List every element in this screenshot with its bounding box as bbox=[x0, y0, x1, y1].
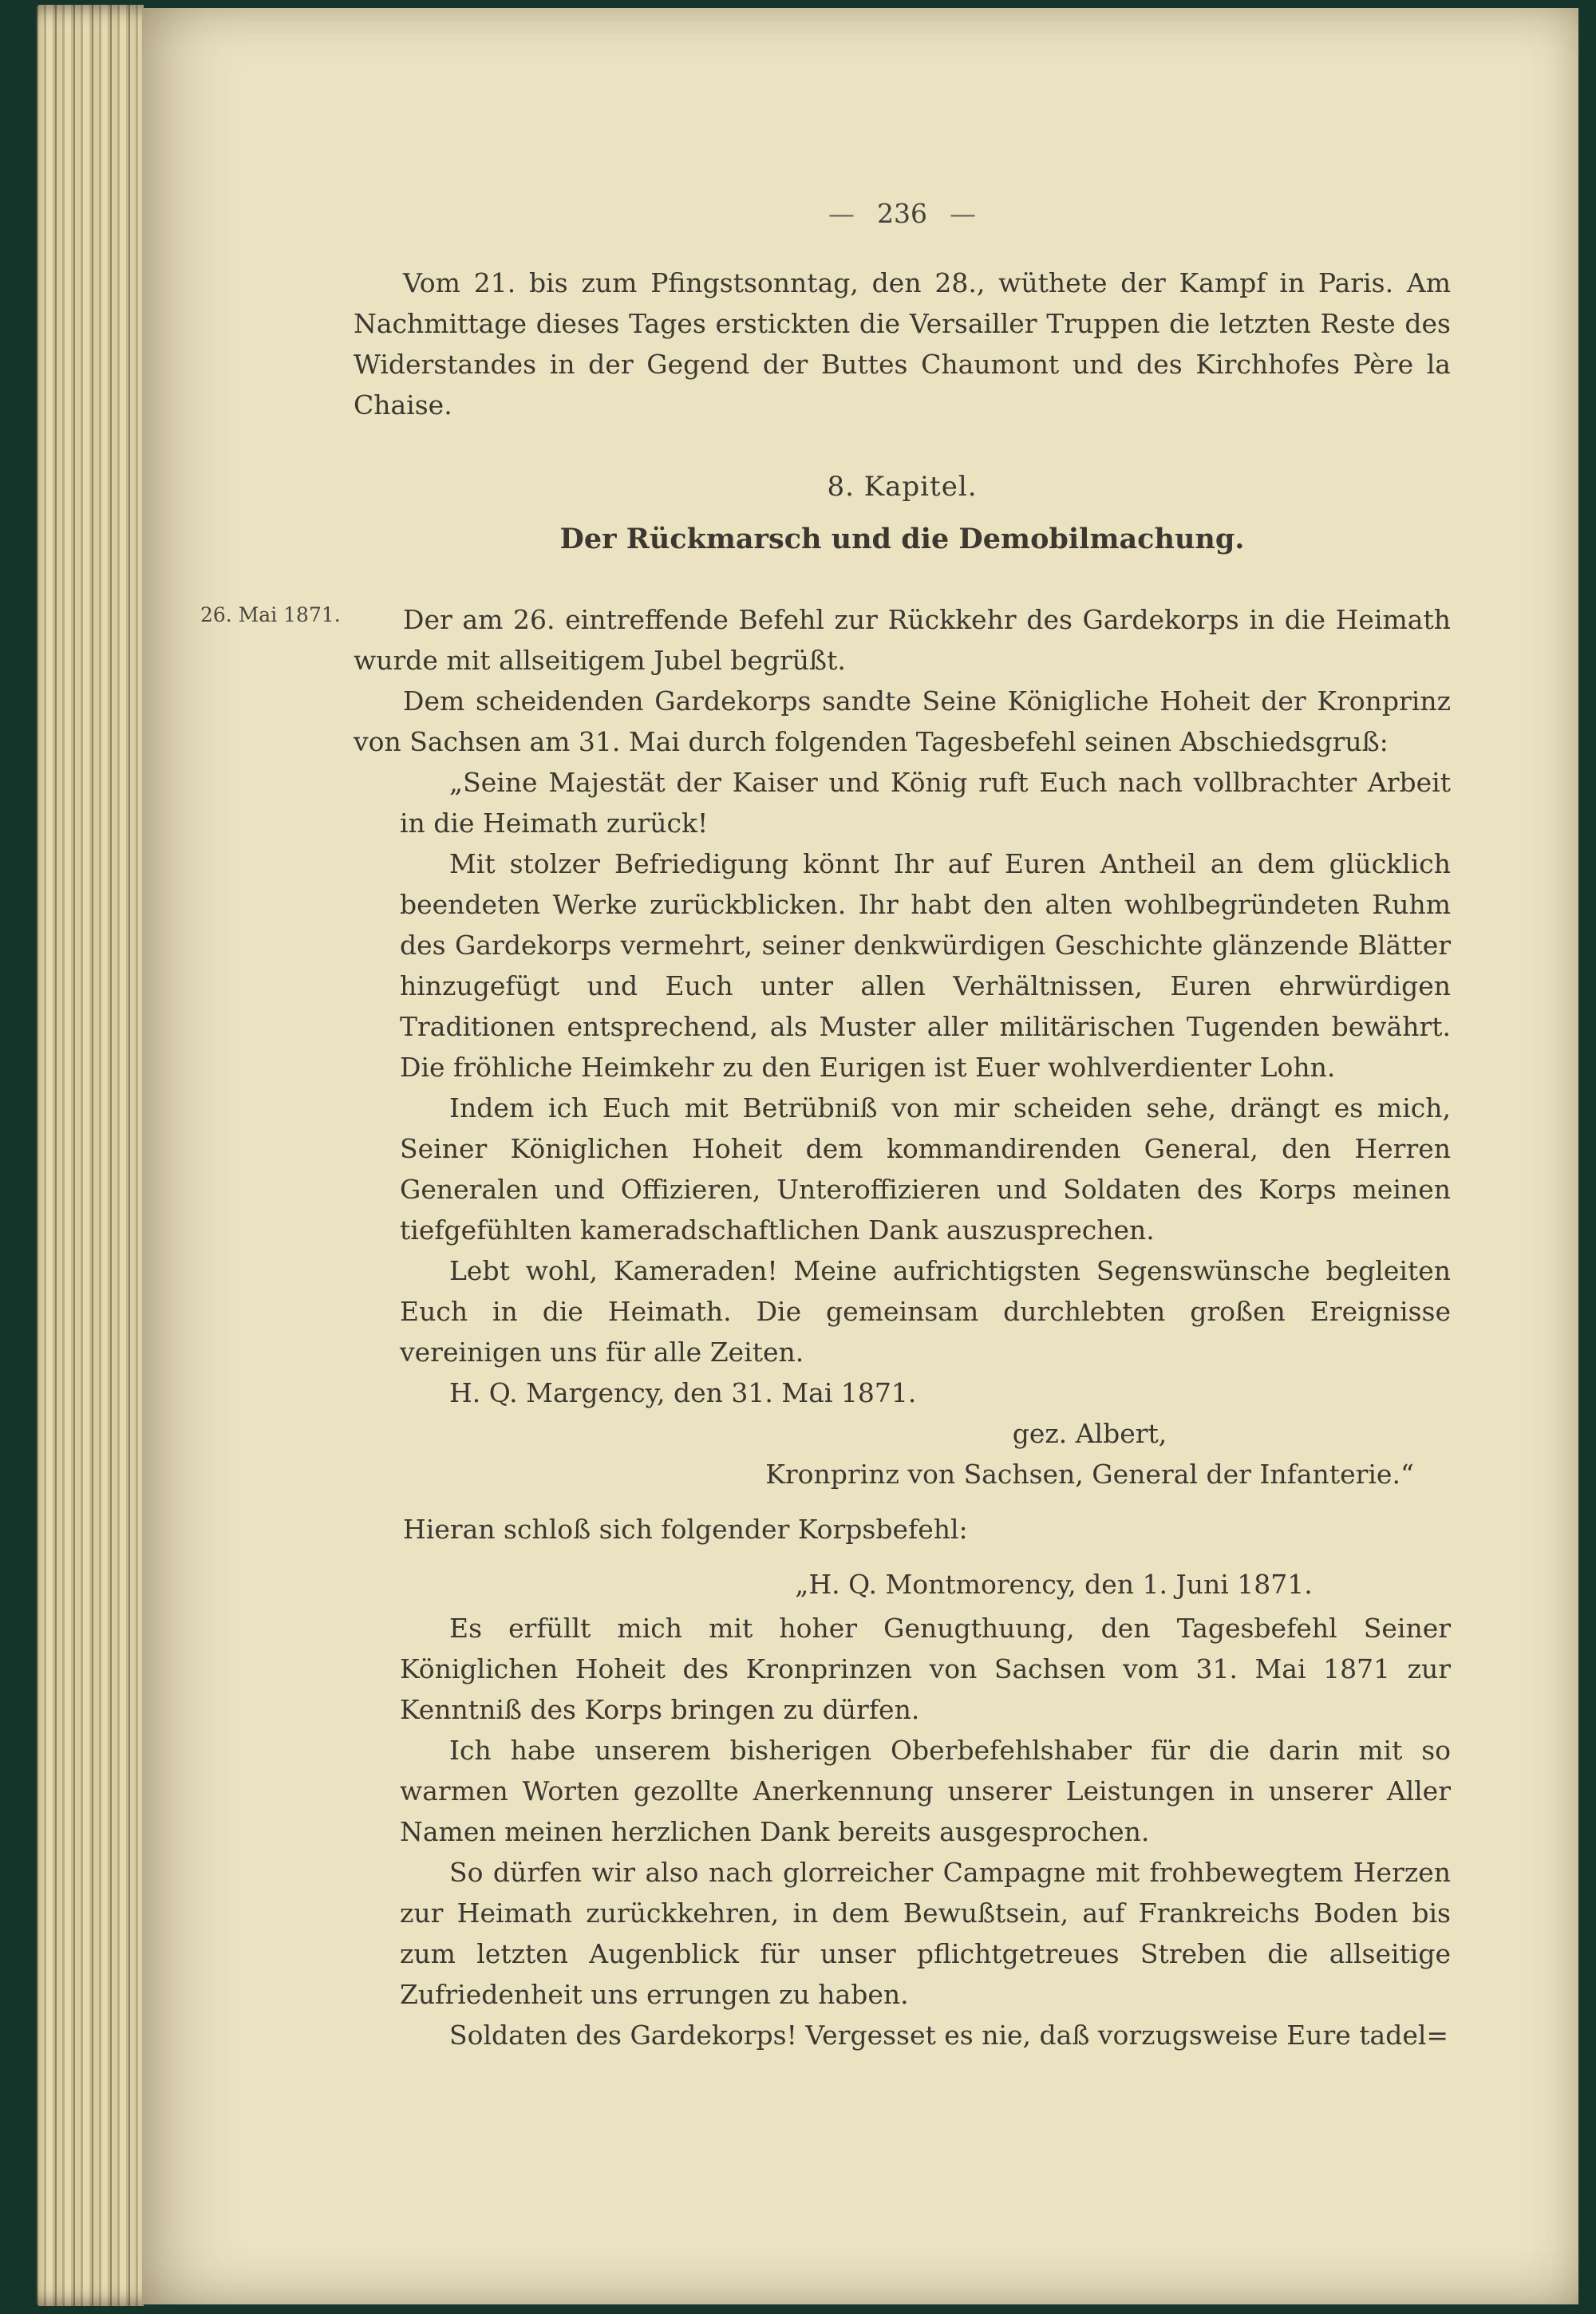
book-page bbox=[142, 8, 1578, 2304]
dateline-montmorency: „H. Q. Montmorency, den 1. Juni 1871. bbox=[795, 1569, 1313, 1600]
quote-indem-ich: Indem ich Euch mit Betrübniß von mir scheiden sehe, drängt es mich, Seiner Königlichen Hoheit dem kommandirenden General, den Herren Generalen und Offizieren, Unteroffizieren und Soldaten des Korps meinen tiefgefühlten kameradschaftlichen Dank auszusprechen. bbox=[400, 1092, 1451, 1246]
quote-majestaet: „Seine Majestät der Kaiser und König ruft Euch nach vollbrachter Arbeit in die Heimath zurück! bbox=[400, 767, 1451, 839]
chapter-title: Der Rückmarsch und die Demobilmachung. bbox=[559, 523, 1245, 555]
signature-gez-albert: gez. Albert, bbox=[1012, 1418, 1167, 1449]
paragraph-return-order-text: Der am 26. eintreffende Befehl zur Rückkehr des Gardekorps in die Heimath wurde mit allseitigem Jubel begrüßt. bbox=[354, 604, 1451, 676]
page-number-dash-right: — bbox=[950, 198, 976, 229]
paragraph-farewell-intro: Dem scheidenden Gardekorps sandte Seine Königliche Hoheit der Kronprinz von Sachsen am 31. Mai durch folgenden Tagesbefehl seinen Abschiedsgruß: bbox=[354, 685, 1451, 757]
quote-soldaten-gardekorps: Soldaten des Gardekorps! Vergesset es nie, daß vorzugsweise Eure tadel= bbox=[449, 2020, 1449, 2051]
dateline-margency: H. Q. Margency, den 31. Mai 1871. bbox=[449, 1377, 917, 1408]
paragraph-return-order bbox=[200, 599, 1451, 681]
page-number bbox=[354, 193, 1451, 234]
quote-es-erfuellt: Es erfüllt mich mit hoher Genugthuung, den Tagesbefehl Seiner Königlichen Hoheit des Kronprinzen von Sachsen vom 31. Mai 1871 zur Kenntniß des Korps bringen zu dürfen. bbox=[400, 1613, 1451, 1725]
margin-note-date: 26. Mai 1871. bbox=[200, 603, 341, 626]
page-number-value: 236 bbox=[877, 198, 927, 229]
signature-block bbox=[729, 1413, 1451, 1495]
quote-ich-habe: Ich habe unserem bisherigen Oberbefehlshaber für die darin mit so warmen Worten gezollte Anerkennung unserer Leistungen in unserer Aller Namen meinen herzlichen Dank bereits ausgesprochen. bbox=[400, 1735, 1451, 1847]
quote-lebt-wohl: Lebt wohl, Kameraden! Meine aufrichtigsten Segenswünsche begleiten Euch in die Heimath. Die gemeinsam durchlebten großen Ereignisse vereinigen uns für alle Zeiten. bbox=[400, 1255, 1451, 1368]
quote-so-duerfen: So dürfen wir also nach glorreicher Campagne mit frohbewegtem Herzen zur Heimath zurückkehren, in dem Bewußtsein, auf Frankreichs Boden bis zum letzten Augenblick für unser pflichtgetreues Streben die allseitige Zufriedenheit uns errungen zu haben. bbox=[400, 1857, 1451, 2010]
paragraph-hieran: Hieran schloß sich folgender Korpsbefehl: bbox=[403, 1514, 968, 1545]
book-page-edges bbox=[37, 5, 144, 2306]
chapter-heading: 8. Kapitel. bbox=[827, 471, 978, 503]
signature-title-line: Kronprinz von Sachsen, General der Infanterie.“ bbox=[765, 1459, 1414, 1490]
paragraph-intro: Vom 21. bis zum Pfingstsonntag, den 28., wüthete der Kampf in Paris. Am Nachmittage dieses Tages erstickten die Versailler Truppen die letzten Reste des Widerstandes in der Gegend der Buttes Chaumont und des Kirchhofes Père la Chaise. bbox=[354, 267, 1451, 421]
quote-stolze-befriedigung: Mit stolzer Befriedigung könnt Ihr auf Euren Antheil an dem glücklich beendeten Werke zurückblicken. Ihr habt den alten wohlbegründeten Ruhm des Gardekorps vermehrt, seiner denkwürdigen Geschichte glänzende Blätter hinzugefügt und Euch unter allen Verhältnissen, Euren ehrwürdigen Traditionen entsprechend, als Muster aller militärischen Tugenden bewährt. Die fröhliche Heimkehr zu den Eurigen ist Euer wohlverdienter Lohn. bbox=[400, 848, 1451, 1083]
page-content bbox=[200, 8, 1451, 2055]
page-number-dash-left: — bbox=[828, 198, 855, 229]
